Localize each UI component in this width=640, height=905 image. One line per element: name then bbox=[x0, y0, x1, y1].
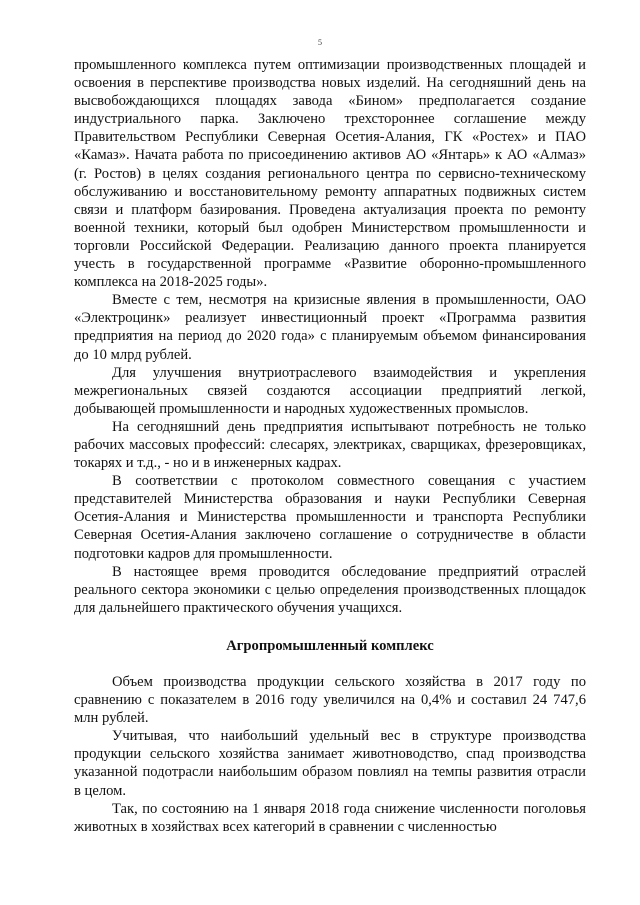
paragraph-staff-needs: На сегодняшний день предприятия испытывают потребность не только рабочих массовых профессий: слесарях, электриках, сварщиках, фрезеровщиках, токарях и т.д., - но и в инженерных кадрах. bbox=[74, 418, 586, 472]
page-number: 5 bbox=[318, 38, 322, 47]
paragraph-production-volume: Объем производства продукции сельского хозяйства в 2017 году по сравнению с показателем в 2016 году увеличился на 0,4% и составил 24 747,6 млн рублей. bbox=[74, 674, 586, 727]
paragraph-survey: В настоящее время проводится обследование предприятий отраслей реального сектора экономики с целью определения производственных площадок для дальнейшего практического обучения учащихся. bbox=[74, 563, 586, 616]
paragraph-livestock-decline: Так, по состоянию на 1 января 2018 года снижение численности поголовья животных в хозяйствах всех категорий в сравнении с численностью bbox=[74, 800, 586, 835]
paragraph-electrozinc: Вместе с тем, несмотря на кризисные явления в промышленности, ОАО «Электроцинк» реализует инвестиционный проект «Программа развития предприятия на период до 2020 года» с планируемым объемом финансирования до 10 млрд рублей. bbox=[74, 292, 586, 363]
document-body bbox=[74, 56, 586, 836]
paragraph-agreement: В соответствии с протоколом совместного совещания с участием представителей Министерства образования и науки Республики Северная Осетия-Алания и Министерства промышленности и транспорта Республики Северная Осетия-Алания заключено соглашение о сотрудничестве в области подготовки кадров для промышленности. bbox=[74, 473, 586, 562]
paragraph-continuation: промышленного комплекса путем оптимизации производственных площадей и освоения в перспективе производства новых изделий. На сегодняшний день на высвобождающихся площадях завода «Бином» предполагается создание индустриального парка. Заключено трехстороннее соглашение между Правительством Республики Северная Осетия-Алания, ГК «Ростех» и ПАО «Камаз». Начата работа по присоединению активов АО «Янтарь» к АО «Алмаз» (г. Ростов) в целях создания регионального центра по сервисно-техническому обслуживанию и восстановительному ремонту аппаратных подвижных систем связи и платформ базирования. Проведена актуализация проекта по ремонту военной техники, который был одобрен Министерством промышленности и торговли Российской Федерации. Реализацию данного проекта планируется учесть в государственной программе «Развитие оборонно-промышленного комплекса на 2018-2025 годы». bbox=[74, 57, 586, 291]
paragraph-livestock-share: Учитывая, что наибольший удельный вес в структуре производства продукции сельского хозяйства занимает животноводство, спад производства указанной подотрасли наибольшим образом повлиял на темпы развития отрасли в целом. bbox=[74, 728, 586, 799]
paragraph-associations: Для улучшения внутриотраслевого взаимодействия и укрепления межрегиональных связей создаются ассоциации предприятий легкой, добывающей промышленности и народных художественных промыслов. bbox=[74, 364, 586, 417]
section-heading: Агропромышленный комплекс bbox=[226, 637, 434, 654]
